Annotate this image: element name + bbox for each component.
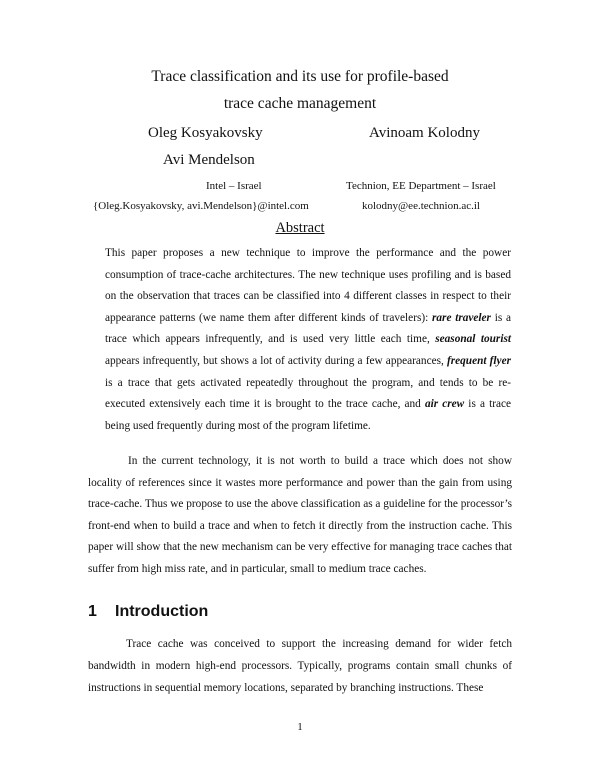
page-number: 1 xyxy=(297,721,303,733)
title-line-1: Trace classification and its use for profile-based xyxy=(151,68,449,85)
term-frequent-flyer: frequent flyer xyxy=(446,354,511,367)
abstract-text-a: This paper proposes a new technique to improve the performance and the power consumption of trace-cache architectures. The new technique uses profiling and is based on the observation that traces can be classified into 4 different classes in respect to their appearance patterns (we name them after different kinds of travelers): xyxy=(105,247,511,324)
introduction-paragraph-1 xyxy=(88,633,512,699)
abstract-p2-text: In the current technology, it is not worth to build a trace which does not show locality of references since it wastes more performance and power than the gain from using trace-cache. Thus we propose to use the above classification as a guideline for the processor’s front-end when to build a trace and when to fetch it directly from the instruction cache. This paper will show that the new mechanism can be very effective for managing trace caches that suffer from high miss rate, and in particular, small to medium trace caches. xyxy=(88,455,513,575)
email-technion: kolodny@ee.technion.ac.il xyxy=(362,200,480,212)
affiliation-intel: Intel – Israel xyxy=(206,180,262,192)
section-title: Introduction xyxy=(115,603,209,620)
abstract-paragraph-2 xyxy=(88,451,512,581)
abstract-text-d: is a trace that gets activated repeatedly throughout the program, and tends to be re-executed extensively each time it is brought to the trace cache, and xyxy=(105,376,511,411)
author-avi-mendelson: Avi Mendelson xyxy=(163,152,255,168)
abstract-paragraph-1 xyxy=(105,243,511,437)
abstract-text-c: appears infrequently, but shows a lot of activity during a few appearances, xyxy=(105,354,447,367)
title-line-2: trace cache management xyxy=(223,95,377,112)
affiliation-technion: Technion, EE Department – Israel xyxy=(346,180,496,192)
abstract-text-b: is a trace which appears infrequently, and is used very little each time, xyxy=(105,311,511,346)
section-number: 1 xyxy=(88,603,97,620)
term-seasonal-tourist: seasonal tourist xyxy=(435,333,511,346)
email-intel: {Oleg.Kosyakovsky, avi.Mendelson}@intel.com xyxy=(93,200,309,212)
section-heading-introduction xyxy=(88,603,208,621)
abstract-text-e: is a trace being used frequently during most of the program lifetime. xyxy=(105,398,512,432)
abstract-heading: Abstract xyxy=(275,220,325,236)
intro-p1-text: Trace cache was conceived to support the increasing demand for wider fetch bandwidth in modern high-end processors. Typically, programs contain small chunks of instructions in sequential memory locations, separated by branching instructions. These xyxy=(88,638,512,694)
term-air-crew: air crew xyxy=(424,398,465,411)
author-oleg-kosyakovsky: Oleg Kosyakovsky xyxy=(148,125,263,141)
term-rare-traveler: rare traveler xyxy=(432,311,491,324)
author-avinoam-kolodny: Avinoam Kolodny xyxy=(369,125,480,141)
